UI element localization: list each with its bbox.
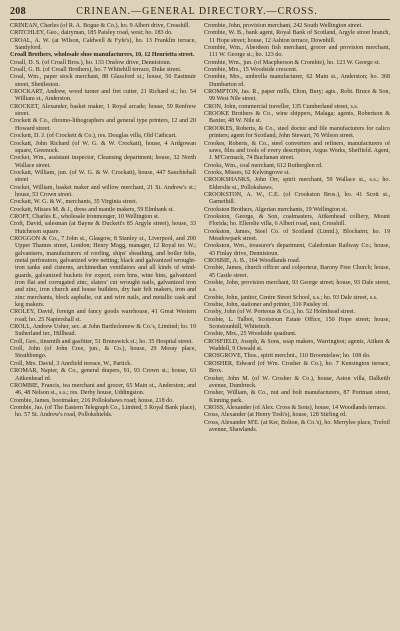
directory-entry: CROLL, Andrew Usher, sec. at John Bartholomew & Co.'s, Limited; ho. 19 Sutherland ter., Hillhead. <box>10 324 196 338</box>
directory-entry: Croall, D. S. (of Croall Bros.), ho. 133 Onslow drive, Dennistoun. <box>10 59 172 66</box>
directory-entry: Crooks, Misses, 62 Kelvingrove st. <box>204 169 290 176</box>
header-rule <box>10 19 390 20</box>
directory-entry: CRON, John, commercial traveller, 135 Cumberland street, s.s. <box>204 103 359 110</box>
directory-entry: CROSHER, Edward (of Wm. Crosher & Co.), ho. 7 Kensington terrace, Brox. <box>204 360 390 375</box>
directory-entry: Crombie, John, provision merchant, 242 South Wellington street. <box>204 23 363 29</box>
directory-entry: Crockett, D. J. (of Crockett & Co.), res. Douglas villa, Old Cathcart. <box>10 133 177 140</box>
directory-entry: CROMBIE, Francis, tea merchant and grocer, 65 Main st., Anderston; and 46, 48 Nelson st., s.s.; res. Derby house, Uddingston. <box>10 382 196 397</box>
directory-entry: Cross, Alexander M'E. (at Ker, Bolton, & Co.'s), ho. Merrylee place, Trefoil avenue, Shawlands. <box>204 419 390 433</box>
right-column <box>204 23 390 434</box>
directory-entry: CROSBIE, A. B., 164 Woodlands road. <box>204 258 301 264</box>
directory-entry: Crombie, Wm., Aberdeen fish merchant, grocer and provision merchant, 111 W. George st.; ho. 123 do. <box>204 45 390 59</box>
page-header <box>10 6 390 17</box>
directory-entry: Crockatt, Misses M. & J., dress and mantle makers, 59 Elmbank st. <box>10 206 175 213</box>
directory-entry: Croall, G. B. (of Croall Brothers), ho. 7 Whitehill terrace, Duke street. <box>10 67 182 74</box>
left-column <box>10 23 196 434</box>
directory-entry: CROCKART, Andrew, wood turner and fret cutter, 21 Richard st.; ho. 54 William st., Anderston. <box>10 89 196 103</box>
directory-entry: Crookes, Roberts, & Co., steel converters and refiners, manufacturers of saws, files and tools of every description, Argus Works, Sheffield. Agent, J. M'Cormack, 74 Buchanan street. <box>204 140 390 162</box>
page-number: 208 <box>10 6 26 17</box>
directory-entry: CROOKSTON, A. W., C.E. (of Crookston Bros.), ho. 41 Scott st., Garnethill. <box>204 191 390 206</box>
directory-entry: CRITCHLEY, Geo., dairyman, 185 Paisley road, west; ho. 183 do. <box>10 30 173 37</box>
page-title: CRINEAN.—GENERAL DIRECTORY.—CROSS. <box>76 6 318 17</box>
directory-entry: CROOKSHANKS, John Orr, spirit merchant, 59 Wallace st., s.s.; ho. Elderslie st., Pollokshaws. <box>204 177 390 191</box>
directory-entry: Crosby, John (of W. Porteous & Co.), ho. 52 Holmhead street. <box>204 309 356 316</box>
directory-entry: CRINEAN, Charles (of R. A. Bogue & Co.), ho. 9 Albert drive, Crosshill. <box>10 23 191 29</box>
directory-entry: Crookston, George, & Son, coalmasters, Aitkenhead colliery, Mount Florida; ho. Ellerslie villa, 6 Albert road, east, Crosshill. <box>204 213 390 228</box>
directory-entry: Crosbie, John, stationer and printer, 316 Paisley rd. <box>204 302 329 309</box>
directory-entry: CROOKE Brothers & Co., wine shippers, Malaga; agents, Robertson & Baxter, 48 W. Nile st. <box>204 111 390 125</box>
directory-entry: Crookston, Wm., treasurer's department, Caledonian Railway Co.; house, 43 Finlay drive, Dennistoun. <box>204 243 390 257</box>
directory-entry: Croll, Geo., tinsmith and gasfitter, 51 Brunswick st.; ho. 35 Hospital street. <box>10 338 193 345</box>
directory-entry: CROFT, Charles E., wholesale ironmonger, 10 Wellington st. <box>10 213 160 220</box>
directory-entry: Crookston, James, Steel Co. of Scotland (Limtd.), Blochairn; ho. 19 Meadowpark street. <box>204 228 390 242</box>
directory-entry: Crookston Brothers, Algerian merchants, 19 Wellington st. <box>204 206 348 213</box>
directory-entry: Crosher, John M. (of W. Crosher & Co.), house, Aston villa, Dalkeith avenue, Dumbreck. <box>204 375 390 389</box>
directory-entry: Crombie, Wm., jun. (of Macpherson & Crombie), ho. 123 W. George st. <box>204 59 380 66</box>
directory-entry: Croall Brothers, wholesale shoe manufacturers, 10, 12 Henrietta street. <box>10 52 195 59</box>
directory-entry: Crooks, Wm., coal merchant, 612 Rutherglen rd. <box>204 162 323 169</box>
directory-entry: Crombie, James, bootmaker, 216 Pollokshaws road; house, 218 do. <box>10 397 174 404</box>
directory-entry: Crockett & Co., chromo-lithographers and general type printers, 12 and 20 Howard street. <box>10 118 196 132</box>
directory-entry: Croll, John (of John Cree, jun., & Co.), house, 29 Moray place, Strathbungo. <box>10 346 196 360</box>
directory-entry: Croft, David, salesman (at Bayne & Duckett's 85 Argyle street), house, 33 Hutcheson square. <box>10 221 196 235</box>
directory-entry: Crosbie, John, provision merchant, 93 George street; house, 93 Dale street, s.s. <box>204 280 390 294</box>
directory-entry: CROSFIELD, Joseph, & Sons, soap makers, Warrington; agents, Aitken & Waddell, 9 Oswald st. <box>204 338 390 353</box>
directory-entry: Cross, Alexander (at Henry Tosh's), house, 128 Stirling rd. <box>204 412 347 419</box>
directory-entry: Crosbie, James, church officer and colporteur, Barony Free Church; house, 45 Castle street. <box>204 265 390 279</box>
directory-entry: Crosbie, L. Talbot, Scotstoun Estate Office, 150 Hope street; house, Scotstounhill, Whiteinch. <box>204 316 390 331</box>
directory-entry: CROCKET, Alexander, basket maker, 1 Royal arcade; house, 59 Renfrew street. <box>10 103 196 118</box>
columns <box>10 23 390 434</box>
directory-entry: Croll, Mrs. David, 3 Annfield terrace, W., Partick. <box>10 360 132 367</box>
directory-entry: Croal, Wm., paper stock merchant, 88 Glassford st.; house, 56 Eastmuir street, Shettleston. <box>10 74 196 88</box>
directory-entry: Crockatt, W. G. & W., merchants, 35 Virginia street. <box>10 199 138 206</box>
directory-entry: Crosbie, John, janitor, Centre Street School, s.s.; ho. 93 Dale street, s.s. <box>204 294 378 301</box>
directory-entry: Crockatt, William, jun. (of W. G. & W. Crockatt), house, 447 Sauchiehall street <box>10 169 196 184</box>
directory-entry: Crocket, William, basket maker and willow merchant, 21 St. Andrew's st.; house, 53 Crown street. <box>10 184 196 198</box>
directory-entry: CROGGON & Co., 7 John st., Glasgow, 8 Stanley st., Liverpool, and 200 Upper Thames street, London; Henry Mogg, manager, 12 Royal ter. W.; galvanisers, manufacturers of roofing, ships' sheathing, and boiler felts, metal perforators, galvanized wire netting; black and galvanized wrought-iron tanks and cisterns, archimedian ventilators and all kinds of wind-guards, galvanized buckets for export, corn bins, wine bins, galvanized iron flat and corrugated zinc, slaters' cut wrought nails, galvanized iron and zinc, iron church and house builders, dry hair felt makers, iron and zinc merchants, block asphalte, cut and wire nails, and metallic cask and keg makers. <box>10 235 196 309</box>
directory-entry: Crosher, William, & Co., nut and bolt manufacturers, 87 Portman street, Kinning park. <box>204 390 390 404</box>
directory-entry: CROOKES, Roberts, & Co., steel doctor and file manufacturers for calico printers; agent for Scotland, John Stewart, 76 Wilson street. <box>204 125 390 140</box>
directory-entry: Crombie, W. B., bank agent, Royal Bank of Scotland, Argyle street branch, 11 Hope street; house, 12 Ashton terrace, Downhill. <box>204 30 390 44</box>
directory-entry: CROMAR, Napier, & Co., general drapers, 91, 93 Crown st.; house, 63 Aitkenhead rd. <box>10 368 196 382</box>
directory-entry: Crombie, Mrs., umbrella manufacturer, 62 Main st., Anderston; ho. 368 Dumbarton rd. <box>204 74 390 88</box>
directory-entry: Crockatt, John Richard (of W. G. & W. Crockatt), house, 4 Ardgowan square, Greenock. <box>10 140 196 154</box>
directory-entry: Crombie, Jas. (of The Eastern Telegraph Co., Limited, 5 Royal Bank place), ho. 57 St. Andrew's road, Pollokshields. <box>10 404 196 419</box>
directory-entry: Crombie, Mrs., 15 Woodside crescent. <box>204 67 298 74</box>
directory-entry: CROAL, A. W. (at Wilson, Caldwell & Fyfe's), ho. 13 Franklin terrace, Sandyford. <box>10 37 196 52</box>
directory-entry: Crocket, Wm., assistant inspector, Cleansing department; house, 32 North Wallace street. <box>10 155 196 169</box>
directory-entry: CROMPTON, Jas. R., paper mills, Elton, Bury; agts., Robt. Bruce & Son, 99 West Nile street. <box>204 89 390 103</box>
directory-entry: Crosbie, Mrs., 25 Woodside quadrant. <box>204 331 297 338</box>
directory-entry: CROSS, Alexander (of Alex. Cross & Sons), house, 14 Woodlands terrace. <box>204 404 387 411</box>
directory-entry: CROLEY, David, foreign and fancy goods warehouse, 41 Great Western road; ho. 25 Napiershall st. <box>10 309 196 323</box>
directory-entry: CROSGROVE, Thos., spirit merchnt., 110 Broomielaw; ho. 108 do. <box>204 353 371 360</box>
